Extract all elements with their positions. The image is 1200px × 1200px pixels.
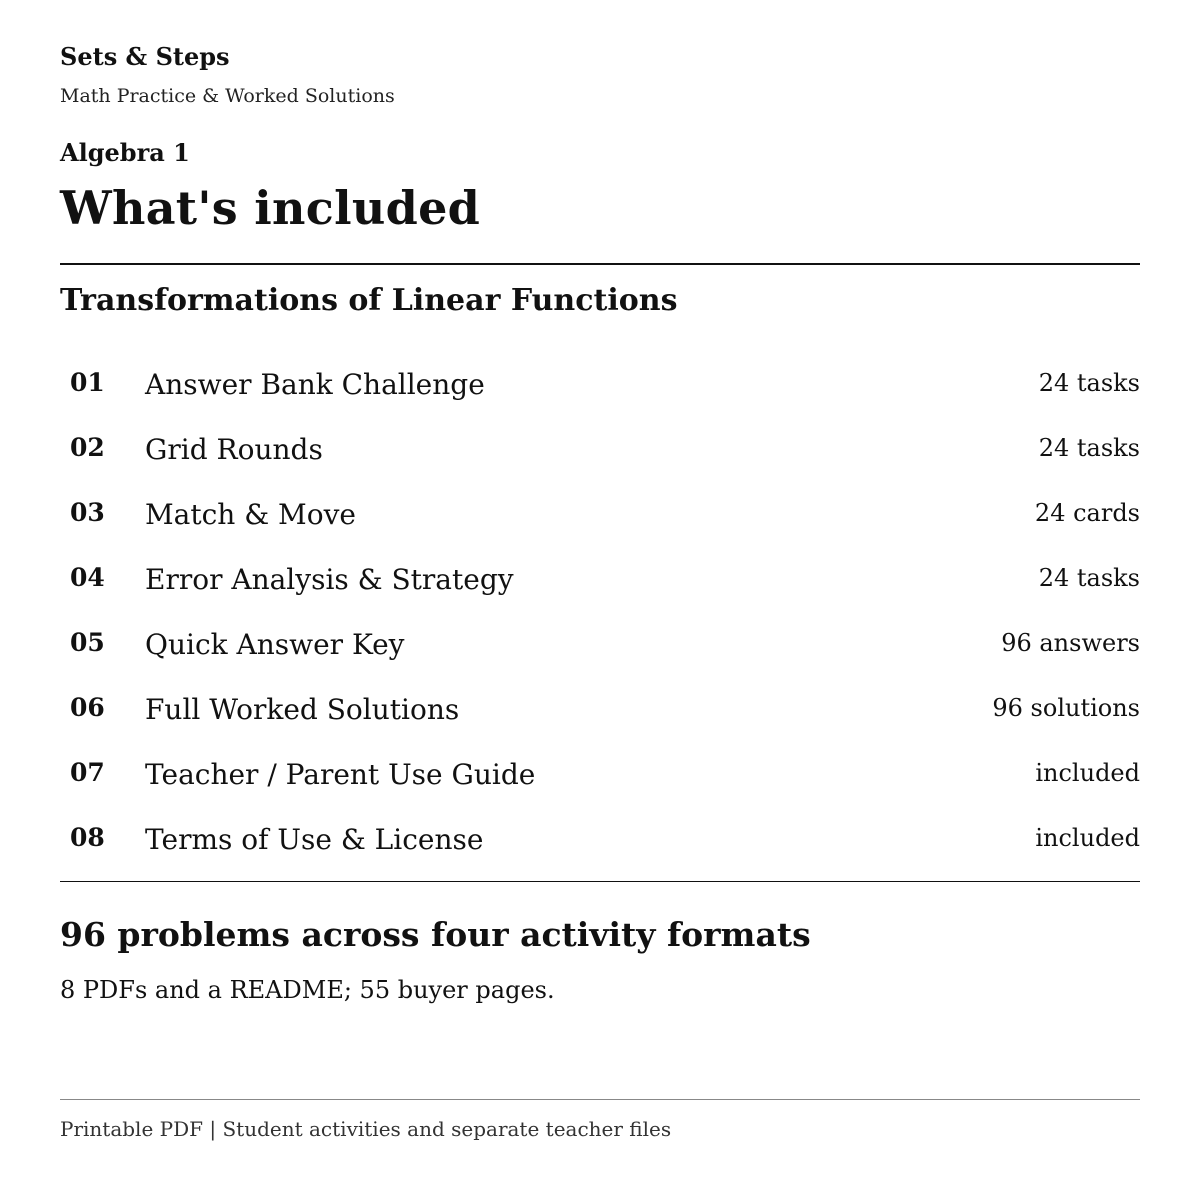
page-title: What's included [60,181,481,235]
course-label: Algebra 1 [60,138,190,167]
item-number: 04 [70,563,105,592]
item-number: 03 [70,498,105,527]
list-item [60,612,1140,677]
header-divider [60,263,1140,265]
item-name: Error Analysis & Strategy [145,563,514,596]
item-number: 02 [70,433,105,462]
item-name: Match & Move [145,498,356,531]
item-name: Grid Rounds [145,433,323,466]
item-number: 01 [70,368,105,397]
product-page [60,0,1140,1200]
item-count: included [1035,824,1140,852]
list-item [60,547,1140,612]
item-count: 24 tasks [1038,434,1140,462]
summary-text: 8 PDFs and a README; 55 buyer pages. [60,976,555,1004]
item-name: Full Worked Solutions [145,693,460,726]
list-divider [60,881,1140,882]
item-count: included [1035,759,1140,787]
item-name: Answer Bank Challenge [145,368,485,401]
item-number: 05 [70,628,105,657]
section-title: Transformations of Linear Functions [60,283,678,318]
item-name: Terms of Use & License [145,823,484,856]
summary-title: 96 problems across four activity formats [60,915,811,954]
footer-divider [60,1099,1140,1100]
item-number: 06 [70,693,105,722]
brand-subtitle: Math Practice & Worked Solutions [60,85,395,107]
list-item [60,482,1140,547]
item-count: 24 cards [1034,499,1140,527]
footer-text: Printable PDF | Student activities and separate teacher files [60,1117,672,1141]
item-name: Quick Answer Key [145,628,405,661]
brand-name: Sets & Steps [60,42,230,71]
list-item [60,352,1140,417]
item-count: 96 solutions [992,694,1140,722]
list-item [60,417,1140,482]
item-count: 24 tasks [1038,369,1140,397]
contents-list [60,352,1140,872]
list-item [60,742,1140,807]
item-count: 24 tasks [1038,564,1140,592]
list-item [60,807,1140,872]
item-number: 08 [70,823,105,852]
item-count: 96 answers [1001,629,1140,657]
item-number: 07 [70,758,105,787]
item-name: Teacher / Parent Use Guide [145,758,536,791]
list-item [60,677,1140,742]
